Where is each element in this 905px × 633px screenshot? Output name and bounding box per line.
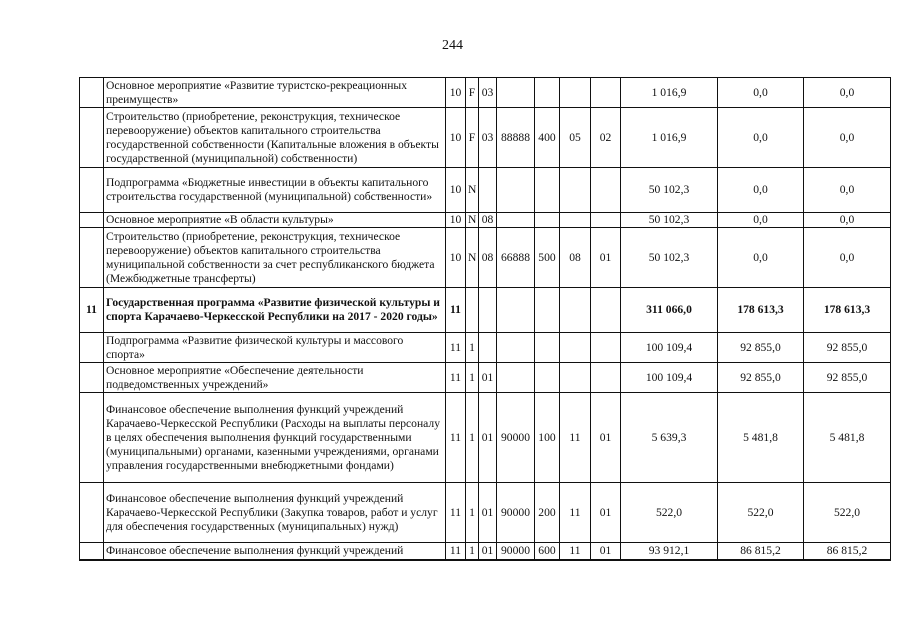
code-direction: 90000 <box>497 393 535 483</box>
amount-year-3: 0,0 <box>804 228 891 288</box>
code-subdivision <box>591 288 621 333</box>
code-direction <box>497 168 535 213</box>
code-program: N <box>466 168 479 213</box>
code-subprogram <box>479 288 497 333</box>
page-number: 244 <box>442 38 463 53</box>
amount-year-3: 178 613,3 <box>804 288 891 333</box>
item-name: Строительство (приобретение, реконструкция, техническое перевооружение) объектов капитального строительства муниципальной собственности за счет республиканского бюджета (Межбюджетные трансферты) <box>104 228 446 288</box>
code-program: N <box>466 213 479 228</box>
amount-year-1: 93 912,1 <box>621 543 718 560</box>
amount-year-3: 0,0 <box>804 108 891 168</box>
code-division <box>560 363 591 393</box>
code-subprogram: 01 <box>479 393 497 483</box>
code-direction: 90000 <box>497 483 535 543</box>
amount-year-1: 50 102,3 <box>621 213 718 228</box>
code-division <box>560 168 591 213</box>
code-subprogram: 08 <box>479 213 497 228</box>
code-division: 11 <box>560 543 591 560</box>
code-direction <box>497 213 535 228</box>
amount-year-2: 0,0 <box>718 228 804 288</box>
code-subdivision <box>591 168 621 213</box>
code-subprogram: 01 <box>479 483 497 543</box>
row-number <box>80 393 104 483</box>
amount-year-3: 86 815,2 <box>804 543 891 560</box>
row-number <box>80 213 104 228</box>
table-row <box>80 168 891 213</box>
code-subdivision <box>591 363 621 393</box>
row-number <box>80 168 104 213</box>
code-subprogram: 01 <box>479 543 497 560</box>
code-section: 11 <box>446 363 466 393</box>
item-name: Финансовое обеспечение выполнения функций учреждений <box>104 543 446 560</box>
code-expense-type: 100 <box>535 393 560 483</box>
code-subdivision: 01 <box>591 393 621 483</box>
code-subprogram: 03 <box>479 108 497 168</box>
code-expense-type <box>535 213 560 228</box>
code-direction: 66888 <box>497 228 535 288</box>
amount-year-1: 100 109,4 <box>621 333 718 363</box>
table-row <box>80 393 891 483</box>
amount-year-3: 92 855,0 <box>804 333 891 363</box>
amount-year-2: 522,0 <box>718 483 804 543</box>
table-row <box>80 333 891 363</box>
code-section: 11 <box>446 483 466 543</box>
row-number: 11 <box>80 288 104 333</box>
item-name: Основное мероприятие «В области культуры» <box>104 213 446 228</box>
item-name: Основное мероприятие «Обеспечение деятельности подведомственных учреждений» <box>104 363 446 393</box>
table-row <box>80 213 891 228</box>
code-direction: 88888 <box>497 108 535 168</box>
budget-table <box>79 77 891 561</box>
code-subprogram <box>479 333 497 363</box>
code-program: 1 <box>466 483 479 543</box>
amount-year-1: 50 102,3 <box>621 228 718 288</box>
code-subdivision: 01 <box>591 483 621 543</box>
code-section: 10 <box>446 228 466 288</box>
amount-year-2: 0,0 <box>718 213 804 228</box>
amount-year-2: 92 855,0 <box>718 333 804 363</box>
code-section: 11 <box>446 288 466 333</box>
table-row <box>80 228 891 288</box>
item-name: Основное мероприятие «Развитие туристско-рекреационных преимуществ» <box>104 78 446 108</box>
code-expense-type <box>535 288 560 333</box>
table-row <box>80 483 891 543</box>
amount-year-1: 50 102,3 <box>621 168 718 213</box>
code-program: N <box>466 228 479 288</box>
code-subdivision <box>591 78 621 108</box>
code-program: F <box>466 108 479 168</box>
code-division: 11 <box>560 483 591 543</box>
code-expense-type <box>535 78 560 108</box>
amount-year-3: 0,0 <box>804 168 891 213</box>
amount-year-3: 92 855,0 <box>804 363 891 393</box>
row-number <box>80 108 104 168</box>
code-subprogram: 08 <box>479 228 497 288</box>
code-division <box>560 78 591 108</box>
code-division <box>560 333 591 363</box>
code-expense-type: 400 <box>535 108 560 168</box>
code-direction: 90000 <box>497 543 535 560</box>
code-expense-type: 200 <box>535 483 560 543</box>
code-program <box>466 288 479 333</box>
code-subdivision: 01 <box>591 228 621 288</box>
amount-year-2: 5 481,8 <box>718 393 804 483</box>
amount-year-2: 0,0 <box>718 108 804 168</box>
code-subprogram: 01 <box>479 363 497 393</box>
code-expense-type <box>535 168 560 213</box>
amount-year-3: 5 481,8 <box>804 393 891 483</box>
amount-year-2: 92 855,0 <box>718 363 804 393</box>
code-subprogram: 03 <box>479 78 497 108</box>
code-subprogram <box>479 168 497 213</box>
code-program: 1 <box>466 363 479 393</box>
code-division: 08 <box>560 228 591 288</box>
code-expense-type <box>535 333 560 363</box>
item-name: Строительство (приобретение, реконструкция, техническое перевооружение) объектов капитального строительства государственной собственности (Капитальные вложения в объекты государственной (муниципальной) собственности) <box>104 108 446 168</box>
code-division <box>560 213 591 228</box>
code-division: 11 <box>560 393 591 483</box>
amount-year-1: 100 109,4 <box>621 363 718 393</box>
table-row <box>80 363 891 393</box>
row-number <box>80 228 104 288</box>
code-expense-type: 600 <box>535 543 560 560</box>
row-number <box>80 333 104 363</box>
amount-year-2: 0,0 <box>718 78 804 108</box>
code-direction <box>497 78 535 108</box>
code-program: 1 <box>466 333 479 363</box>
amount-year-3: 522,0 <box>804 483 891 543</box>
amount-year-1: 1 016,9 <box>621 108 718 168</box>
row-number <box>80 483 104 543</box>
table-row <box>80 108 891 168</box>
code-direction <box>497 333 535 363</box>
code-division <box>560 288 591 333</box>
item-name: Финансовое обеспечение выполнения функций учреждений Карачаево-Черкесской Республики (Расходы на выплаты персоналу в целях обеспечения выполнения функций государственными (муниципальными) органами, казенными учреждениями, органами управления государственными внебюджетными фондами) <box>104 393 446 483</box>
amount-year-2: 86 815,2 <box>718 543 804 560</box>
code-expense-type: 500 <box>535 228 560 288</box>
item-name: Финансовое обеспечение выполнения функций учреждений Карачаево-Черкесской Республики (Закупка товаров, работ и услуг для обеспечения государственных (муниципальных) нужд) <box>104 483 446 543</box>
amount-year-3: 0,0 <box>804 78 891 108</box>
amount-year-2: 0,0 <box>718 168 804 213</box>
code-section: 11 <box>446 543 466 560</box>
amount-year-3: 0,0 <box>804 213 891 228</box>
code-section: 10 <box>446 213 466 228</box>
item-name: Подпрограмма «Развитие физической культуры и массового спорта» <box>104 333 446 363</box>
code-subdivision <box>591 213 621 228</box>
code-section: 10 <box>446 78 466 108</box>
amount-year-2: 178 613,3 <box>718 288 804 333</box>
table-row <box>80 78 891 108</box>
code-direction <box>497 363 535 393</box>
table-row <box>80 288 891 333</box>
row-number <box>80 78 104 108</box>
code-subdivision: 02 <box>591 108 621 168</box>
amount-year-1: 522,0 <box>621 483 718 543</box>
code-program: 1 <box>466 393 479 483</box>
code-expense-type <box>535 363 560 393</box>
code-subdivision: 01 <box>591 543 621 560</box>
item-name: Государственная программа «Развитие физической культуры и спорта Карачаево-Черкесской Республики на 2017 - 2020 годы» <box>104 288 446 333</box>
amount-year-1: 1 016,9 <box>621 78 718 108</box>
code-section: 10 <box>446 168 466 213</box>
code-section: 10 <box>446 108 466 168</box>
row-number <box>80 543 104 560</box>
table-row <box>80 543 891 560</box>
code-program: F <box>466 78 479 108</box>
code-section: 11 <box>446 333 466 363</box>
code-section: 11 <box>446 393 466 483</box>
code-direction <box>497 288 535 333</box>
item-name: Подпрограмма «Бюджетные инвестиции в объекты капитального строительства государственной (муниципальной) собственности» <box>104 168 446 213</box>
amount-year-1: 311 066,0 <box>621 288 718 333</box>
row-number <box>80 363 104 393</box>
amount-year-1: 5 639,3 <box>621 393 718 483</box>
code-program: 1 <box>466 543 479 560</box>
code-division: 05 <box>560 108 591 168</box>
code-subdivision <box>591 333 621 363</box>
